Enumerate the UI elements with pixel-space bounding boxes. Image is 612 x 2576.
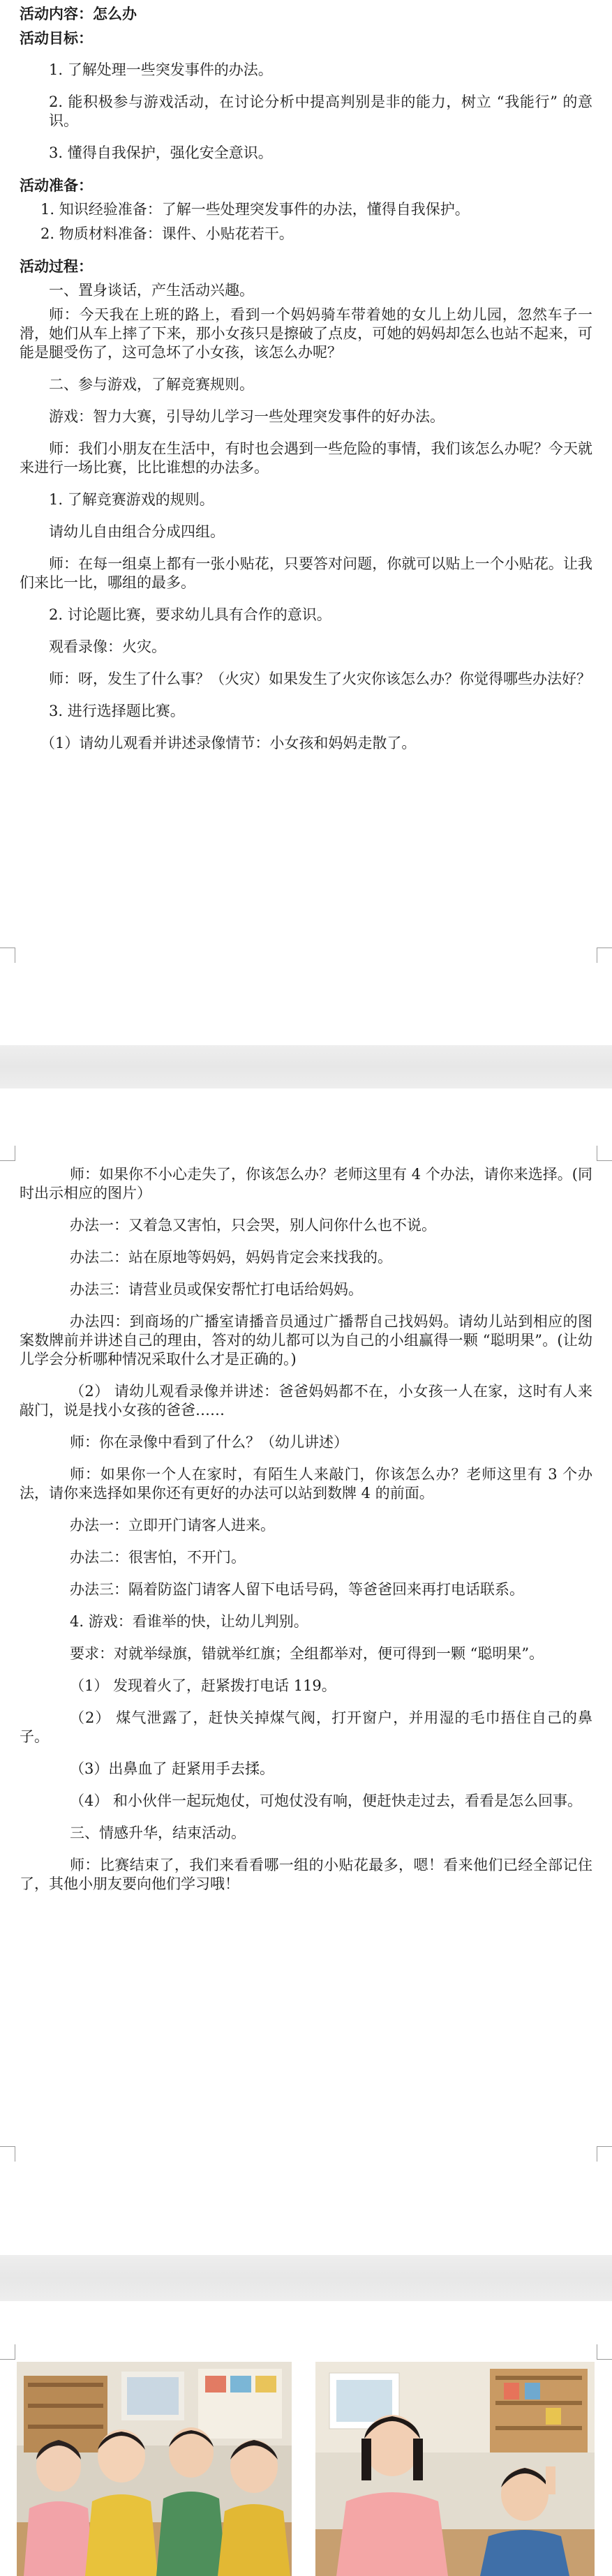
paragraph: 2. 讨论题比赛，要求幼儿具有合作的意识。 <box>49 606 331 623</box>
paragraph: （2） 请幼儿观看录像并讲述：爸爸妈妈都不在，小女孩一人在家，这时有人来敲门，说是找小女孩的爸爸…… <box>20 1383 592 1418</box>
page-corner-mark <box>0 2146 15 2162</box>
paragraph: （1）请幼儿观看并讲述录像情节：小女孩和妈妈走散了。 <box>40 735 417 751</box>
page-2-body <box>20 1165 592 1907</box>
paragraph: 师：如果你不小心走失了，你该怎么办？老师这里有 4 个办法，请你来选择。(同时出示相应的图片） <box>20 1166 592 1201</box>
section-heading-goals: 活动目标： <box>20 29 93 47</box>
section-heading-preparation: 活动准备： <box>20 177 93 194</box>
content-title: 活动内容：怎么办 <box>20 5 137 22</box>
paragraph: 师：呀，发生了什么事？（火灾）如果发生了火灾你该怎么办？你觉得哪些办法好？ <box>49 671 591 687</box>
option-item: 办法一：立即开门请客人进来。 <box>70 1517 275 1534</box>
page-corner-mark <box>597 1146 612 1161</box>
option-item: 办法二：站在原地等妈妈，妈妈肯定会来找我的。 <box>70 1249 392 1266</box>
paragraph: 3. 进行选择题比赛。 <box>49 703 185 719</box>
paragraph: 游戏：智力大赛，引导幼儿学习一些处理突发事件的好办法。 <box>49 408 445 425</box>
judge-item: （4） 和小伙伴一起玩炮仗，可炮仗没有响，便赶快走过去，看看是怎么回事。 <box>70 1792 583 1809</box>
judge-item: （2） 煤气泄露了，赶快关掉煤气阀，打开窗户，并用湿的毛巾捂住自己的鼻子。 <box>20 1709 592 1745</box>
document-page-1 <box>0 0 612 1045</box>
page-1-body <box>20 4 592 766</box>
paragraph: 1. 了解竞赛游戏的规则。 <box>49 491 214 508</box>
page-corner-mark <box>597 948 612 963</box>
preparation-item-2: 2. 物质材料准备：课件、小贴花若干。 <box>40 225 294 242</box>
photo-image <box>17 2362 292 2576</box>
page-corner-mark <box>0 948 15 963</box>
paragraph: 观看录像：火灾。 <box>49 638 166 655</box>
paragraph: 师：如果你一个人在家时，有陌生人来敲门，你该怎么办？老师这里有 3 个办法，请你来选择如果你还有更好的办法可以站到数牌 4 的前面。 <box>20 1466 592 1502</box>
preparation-item-1: 1. 知识经验准备：了解一些处理突发事件的办法，懂得自我保护。 <box>40 201 470 218</box>
paragraph: 师：今天我在上班的路上，看到一个妈妈骑车带着她的女儿上幼儿园，忽然车子一滑，她们从车上摔了下来，那小女孩只是擦破了点皮，可她的妈妈却怎么也站不起来，可能是腿受伤了，这可急坏了小女孩，该怎么办呢？ <box>20 306 592 361</box>
page-separator <box>0 1045 612 1088</box>
class-photo-left <box>17 2362 292 2576</box>
paragraph: 师：在每一组桌上都有一张小贴花，只要答对问题，你就可以贴上一个小贴花。让我们来比一比，哪组的最多。 <box>20 555 592 591</box>
judge-item: （3）出鼻血了 赶紧用手去揉。 <box>70 1760 275 1777</box>
paragraph: 4. 游戏：看谁举的快，让幼儿判别。 <box>70 1613 308 1630</box>
option-item: 办法二：很害怕，不开门。 <box>70 1549 246 1566</box>
document-page-3 <box>0 2301 612 2576</box>
paragraph: 要求：对就举绿旗，错就举红旗；全组都举对，便可得到一颗 “聪明果”。 <box>70 1645 544 1662</box>
goal-item-1: 1. 了解处理一些突发事件的办法。 <box>49 61 273 78</box>
page-separator <box>0 2255 612 2301</box>
paragraph: 师：我们小朋友在生活中，有时也会遇到一些危险的事情，我们该怎么办呢？今天就来进行一场比赛，比比谁想的办法多。 <box>20 440 592 476</box>
option-item: 办法三：隔着防盗门请客人留下电话号码，等爸爸回来再打电话联系。 <box>70 1581 524 1598</box>
paragraph: 师：你在录像中看到了什么？（幼儿讲述） <box>70 1434 348 1451</box>
goal-item-3: 3. 懂得自我保护，强化安全意识。 <box>49 144 273 161</box>
page-corner-mark <box>0 1146 15 1161</box>
page-corner-mark <box>597 2146 612 2162</box>
process-step-1-heading: 一、置身谈话，产生活动兴趣。 <box>49 282 254 299</box>
paragraph: 请幼儿自由组合分成四组。 <box>49 523 225 540</box>
option-item: 办法三：请营业员或保安帮忙打电话给妈妈。 <box>70 1281 363 1298</box>
page-corner-mark <box>0 2344 15 2360</box>
class-photo-right <box>315 2362 595 2576</box>
page-corner-mark <box>597 2344 612 2360</box>
process-step-2-heading: 二、参与游戏，了解竞赛规则。 <box>49 376 254 393</box>
document-page-2 <box>0 1088 612 2255</box>
judge-item: （1） 发现着火了，赶紧拨打电话 119。 <box>70 1677 336 1694</box>
paragraph: 师：比赛结束了，我们来看看哪一组的小贴花最多，嗯！看来他们已经全部记住了，其他小朋友要向他们学习哦！ <box>20 1857 592 1892</box>
option-item: 办法一：又着急又害怕，只会哭，别人问你什么也不说。 <box>70 1217 436 1234</box>
goal-item-2: 2. 能积极参与游戏活动，在讨论分析中提高判别是非的能力，树立 “我能行” 的意识。 <box>49 93 592 129</box>
option-item: 办法四：到商场的广播室请播音员通过广播帮自己找妈妈。请幼儿站到相应的图案数牌前并讲述自己的理由，答对的幼儿都可以为自己的小组赢得一颗 “聪明果”。(让幼儿学会分析哪种情况采取什么才是正确的。) <box>20 1313 592 1368</box>
photo-image <box>315 2362 595 2576</box>
section-heading-process: 活动过程： <box>20 257 93 275</box>
process-step-3-heading: 三、情感升华，结束活动。 <box>70 1825 246 1841</box>
